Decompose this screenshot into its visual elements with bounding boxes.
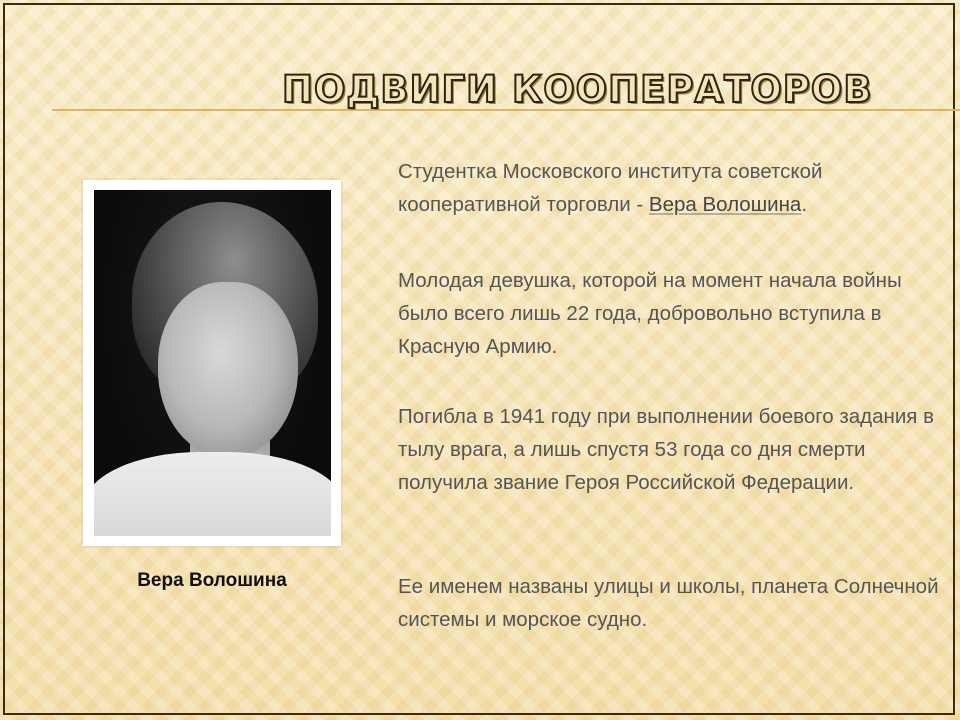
paragraph-intro-end: . — [801, 193, 808, 216]
portrait-frame — [83, 180, 341, 546]
portrait-photo — [94, 190, 331, 536]
paragraph-death-and-honor: Погибла в 1941 году при выполнении боевого задания в тылу врага, а лишь спустя 53 года со дня смерти получила звание Героя Российской Федерации. — [398, 405, 934, 494]
paragraph-intro — [398, 155, 946, 221]
slide-title: ПОДВИГИ КООПЕРАТОРОВ — [282, 68, 873, 111]
paragraph-volunteer: Молодая девушка, которой на момент начала войны было всего лишь 22 года, добровольно вступила в Красную Армию. — [398, 269, 902, 358]
portrait-shirt — [94, 452, 331, 536]
portrait-caption: Вера Волошина — [137, 570, 287, 591]
paragraph-legacy: Ее именем названы улицы и школы, планета Солнечной системы и морское судно. — [398, 575, 939, 631]
name-highlight: Вера Волошина — [648, 193, 802, 216]
paragraph-intro-text: Студентка Московского института советской кооперативной торговли - — [398, 160, 823, 216]
portrait-face — [158, 282, 298, 458]
